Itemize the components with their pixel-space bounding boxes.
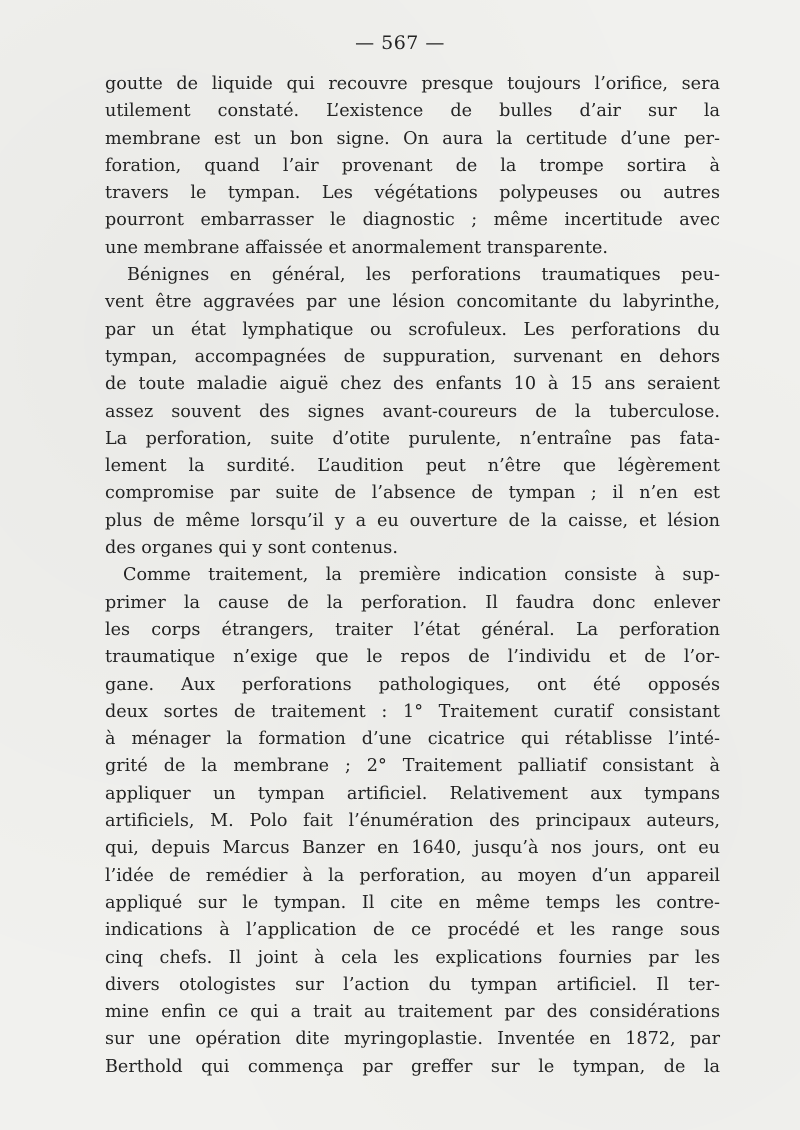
paragraph-start-line: Comme traitement, la première indication consiste à sup- — [123, 565, 720, 586]
text-line: utilement constaté. L’existence de bulles d’air sur la — [105, 101, 720, 122]
text-line: foration, quand l’air provenant de la trompe sortira à — [105, 155, 720, 176]
text-line: qui, depuis Marcus Banzer en 1640, jusqu’à nos jours, ont eu — [105, 838, 720, 859]
text-line: compromise par suite de l’absence de tympan ; il n’en est — [105, 483, 720, 504]
text-line: artificiels, M. Polo fait l’énumération des principaux auteurs, — [105, 811, 720, 832]
text-line: assez souvent des signes avant-coureurs de la tuberculose. — [105, 401, 720, 422]
text-line: à ménager la formation d’une cicatrice qui rétablisse l’inté- — [105, 729, 720, 750]
text-line: grité de la membrane ; 2° Traitement palliatif consistant à — [105, 756, 720, 777]
text-line: l’idée de remédier à la perforation, au moyen d’un appareil — [105, 865, 720, 886]
text-line: de toute maladie aiguë chez des enfants 10 à 15 ans seraient — [105, 374, 720, 395]
text-line: mine enfin ce qui a trait au traitement par des considérations — [105, 1002, 720, 1023]
text-line: deux sortes de traitement : 1° Traitement curatif consistant — [105, 701, 720, 722]
text-line: La perforation, suite d’otite purulente, n’entraîne pas fata- — [105, 428, 720, 449]
text-line: primer la cause de la perforation. Il faudra donc enlever — [105, 592, 720, 613]
text-line: appliqué sur le tympan. Il cite en même temps les contre- — [105, 892, 720, 913]
text-line: pourront embarrasser le diagnostic ; même incertitude avec — [105, 210, 720, 231]
body-text — [105, 71, 720, 1081]
text-line: tympan, accompagnées de suppuration, survenant en dehors — [105, 346, 720, 367]
text-line: indications à l’application de ce procédé et les range sous — [105, 920, 720, 941]
text-line: goutte de liquide qui recouvre presque toujours l’orifice, sera — [105, 74, 720, 94]
text-line: membrane est un bon signe. On aura la certitude d’une per- — [105, 128, 720, 149]
text-line: plus de même lorsqu’il y a eu ouverture de la caisse, et lésion — [105, 510, 720, 531]
text-line: traumatique n’exige que le repos de l’individu et de l’or- — [105, 647, 720, 668]
text-line: lement la surdité. L’audition peut n’être que légèrement — [105, 456, 720, 477]
text-line: Berthold qui commença par greffer sur le tympan, de la — [105, 1056, 720, 1077]
text-line: cinq chefs. Il joint à cela les explications fournies par les — [105, 947, 720, 968]
text-line: vent être aggravées par une lésion concomitante du labyrinthe, — [105, 292, 720, 313]
text-line: divers otologistes sur l’action du tympan artificiel. Il ter- — [105, 974, 720, 995]
text-line: sur une opération dite myringoplastie. Inventée en 1872, par — [105, 1029, 720, 1050]
text-line: les corps étrangers, traiter l’état général. La perforation — [105, 619, 720, 640]
text-line: gane. Aux perforations pathologiques, ont été opposés — [105, 674, 720, 695]
page-number: — 567 — — [355, 32, 445, 54]
paragraph-end-line: des organes qui y sont contenus. — [105, 538, 398, 559]
text-line: appliquer un tympan artificiel. Relativement aux tympans — [105, 783, 720, 804]
paragraph-end-line: une membrane affaissée et anormalement transparente. — [105, 237, 609, 258]
text-line: travers le tympan. Les végétations polypeuses ou autres — [105, 183, 720, 204]
paragraph-start-line: Bénignes en général, les perforations traumatiques peu- — [127, 265, 720, 286]
text-line: par un état lymphatique ou scrofuleux. Les perforations du — [105, 319, 720, 340]
